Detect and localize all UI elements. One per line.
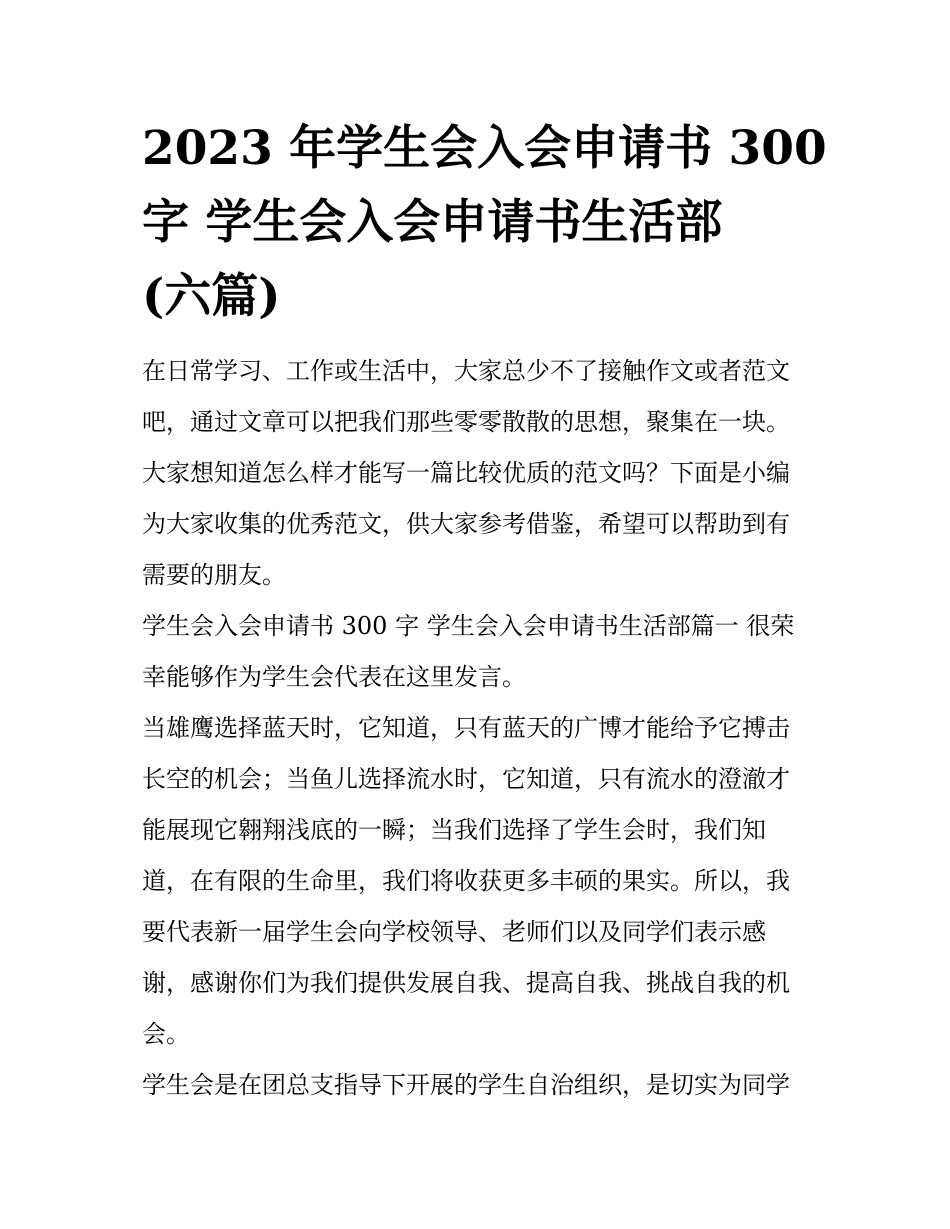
text-line: 道，在有限的生命里，我们将收获更多丰硕的果实。所以，我 (142, 867, 790, 895)
text-line: 大家想知道怎么样才能写一篇比较优质的范文吗？下面是小编 (142, 459, 790, 487)
text-line: 要代表新一届学生会向学校领导、老师们以及同学们表示感 (142, 918, 766, 946)
text-line: 学生会入会申请书 300 字 学生会入会申请书生活部篇一 很荣 (142, 612, 795, 640)
intro-paragraph (142, 346, 822, 601)
body-paragraph (142, 703, 822, 1060)
title-line: 2023 年学生会入会申请书 300 (142, 121, 827, 176)
text-line: 需要的朋友。 (142, 561, 286, 589)
text-line: 长空的机会；当鱼儿选择流水时，它知道，只有流水的澄澈才 (142, 765, 790, 793)
body-paragraph (142, 1060, 822, 1111)
text-line: 能展现它翱翔浅底的一瞬；当我们选择了学生会时，我们知 (142, 816, 766, 844)
text-line: 吧，通过文章可以把我们那些零零散散的思想，聚集在一块。 (142, 408, 790, 436)
document-body (142, 112, 827, 1111)
title-line: (六篇) (142, 269, 281, 324)
document-title (142, 112, 827, 334)
text-line: 为大家收集的优秀范文，供大家参考借鉴，希望可以帮助到有 (142, 510, 790, 538)
title-line: 字 学生会入会申请书生活部 (142, 195, 723, 250)
text-line: 当雄鹰选择蓝天时，它知道，只有蓝天的广博才能给予它搏击 (142, 714, 790, 742)
text-line: 会。 (142, 1020, 190, 1048)
text-line: 幸能够作为学生会代表在这里发言。 (142, 663, 526, 691)
text-line: 在日常学习、工作或生活中，大家总少不了接触作文或者范文 (142, 357, 790, 385)
text-line: 学生会是在团总支指导下开展的学生自治组织，是切实为同学 (142, 1071, 790, 1099)
text-line: 谢，感谢你们为我们提供发展自我、提高自我、挑战自我的机 (142, 969, 790, 997)
section-heading-paragraph (142, 601, 822, 703)
